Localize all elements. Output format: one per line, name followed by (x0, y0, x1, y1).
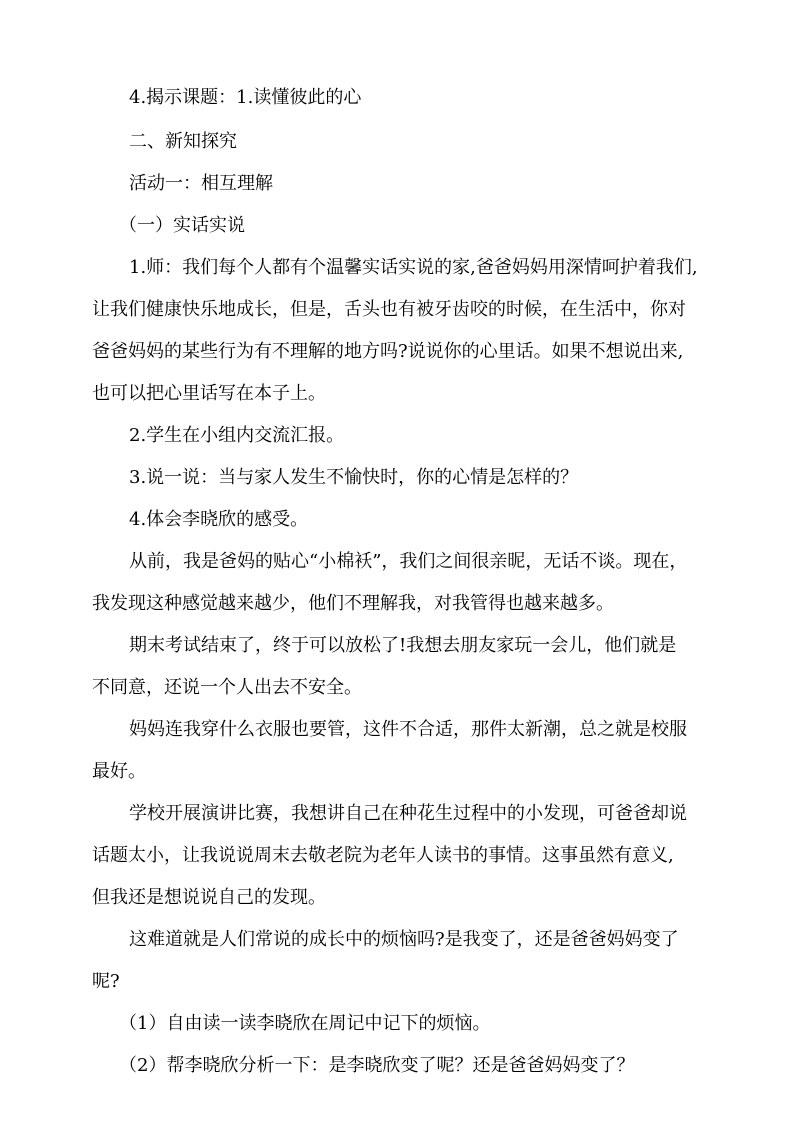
text-line: 1.师：我们每个人都有个温馨实话实说的家,爸爸妈妈用深情呵护着我们, (129, 257, 698, 278)
text-line: 爸爸妈妈的某些行为有不理解的地方吗?说说你的心里话。如果不想说出来, (92, 341, 684, 362)
text-line: 话题太小，让我说说周末去敬老院为老年人读书的事情。这事虽然有意义, (92, 845, 674, 866)
text-line: （1）自由读一读李晓欣在周记中记下的烦恼。 (119, 1013, 491, 1034)
text-line: 这难道就是人们常说的成长中的烦恼吗?是我变了，还是爸爸妈妈变了 (129, 929, 679, 950)
text-line: 3.说一说：当与家人发生不愉快时，你的心情是怎样的？ (129, 467, 579, 488)
text-line: 不同意，还说一个人出去不安全。 (92, 677, 362, 698)
subsection-heading: （一）实话实说 (119, 215, 245, 236)
text-line: 学校开展演讲比赛，我想讲自己在种花生过程中的小发现，可爸爸却说 (129, 803, 687, 824)
text-line: 我发现这种感觉越来越少，他们不理解我，对我管得也越来越多。 (92, 593, 614, 614)
text-line: （2）帮李晓欣分析一下：是李晓欣变了呢？还是爸爸妈妈变了？ (119, 1055, 635, 1076)
text-line: 呢? (92, 971, 120, 992)
text-line: 从前，我是爸妈的贴心“小棉袄”，我们之间很亲昵，无话不谈。现在， (129, 551, 688, 572)
text-line: 也可以把心里话写在本子上。 (92, 383, 326, 404)
text-line: 但我还是想说说自己的发现。 (92, 887, 326, 908)
text-line: 2.学生在小组内交流汇报。 (129, 425, 345, 446)
text-line: 妈妈连我穿什么衣服也要管，这件不合适，那件太新潮，总之就是校服 (129, 719, 687, 740)
text-line: 让我们健康快乐地成长，但是，舌头也有被牙齿咬的时候，在生活中，你对 (92, 299, 686, 320)
text-line: 期末考试结束了，终于可以放松了!我想去朋友家玩一会儿，他们就是 (129, 635, 677, 656)
section-heading: 二、新知探究 (129, 131, 237, 152)
activity-heading: 活动一：相互理解 (129, 173, 273, 194)
text-line: 最好。 (92, 761, 146, 782)
text-line: 4.体会李晓欣的感受。 (129, 509, 309, 530)
text-line: 4.揭示课题：1.读懂彼此的心 (129, 87, 362, 108)
